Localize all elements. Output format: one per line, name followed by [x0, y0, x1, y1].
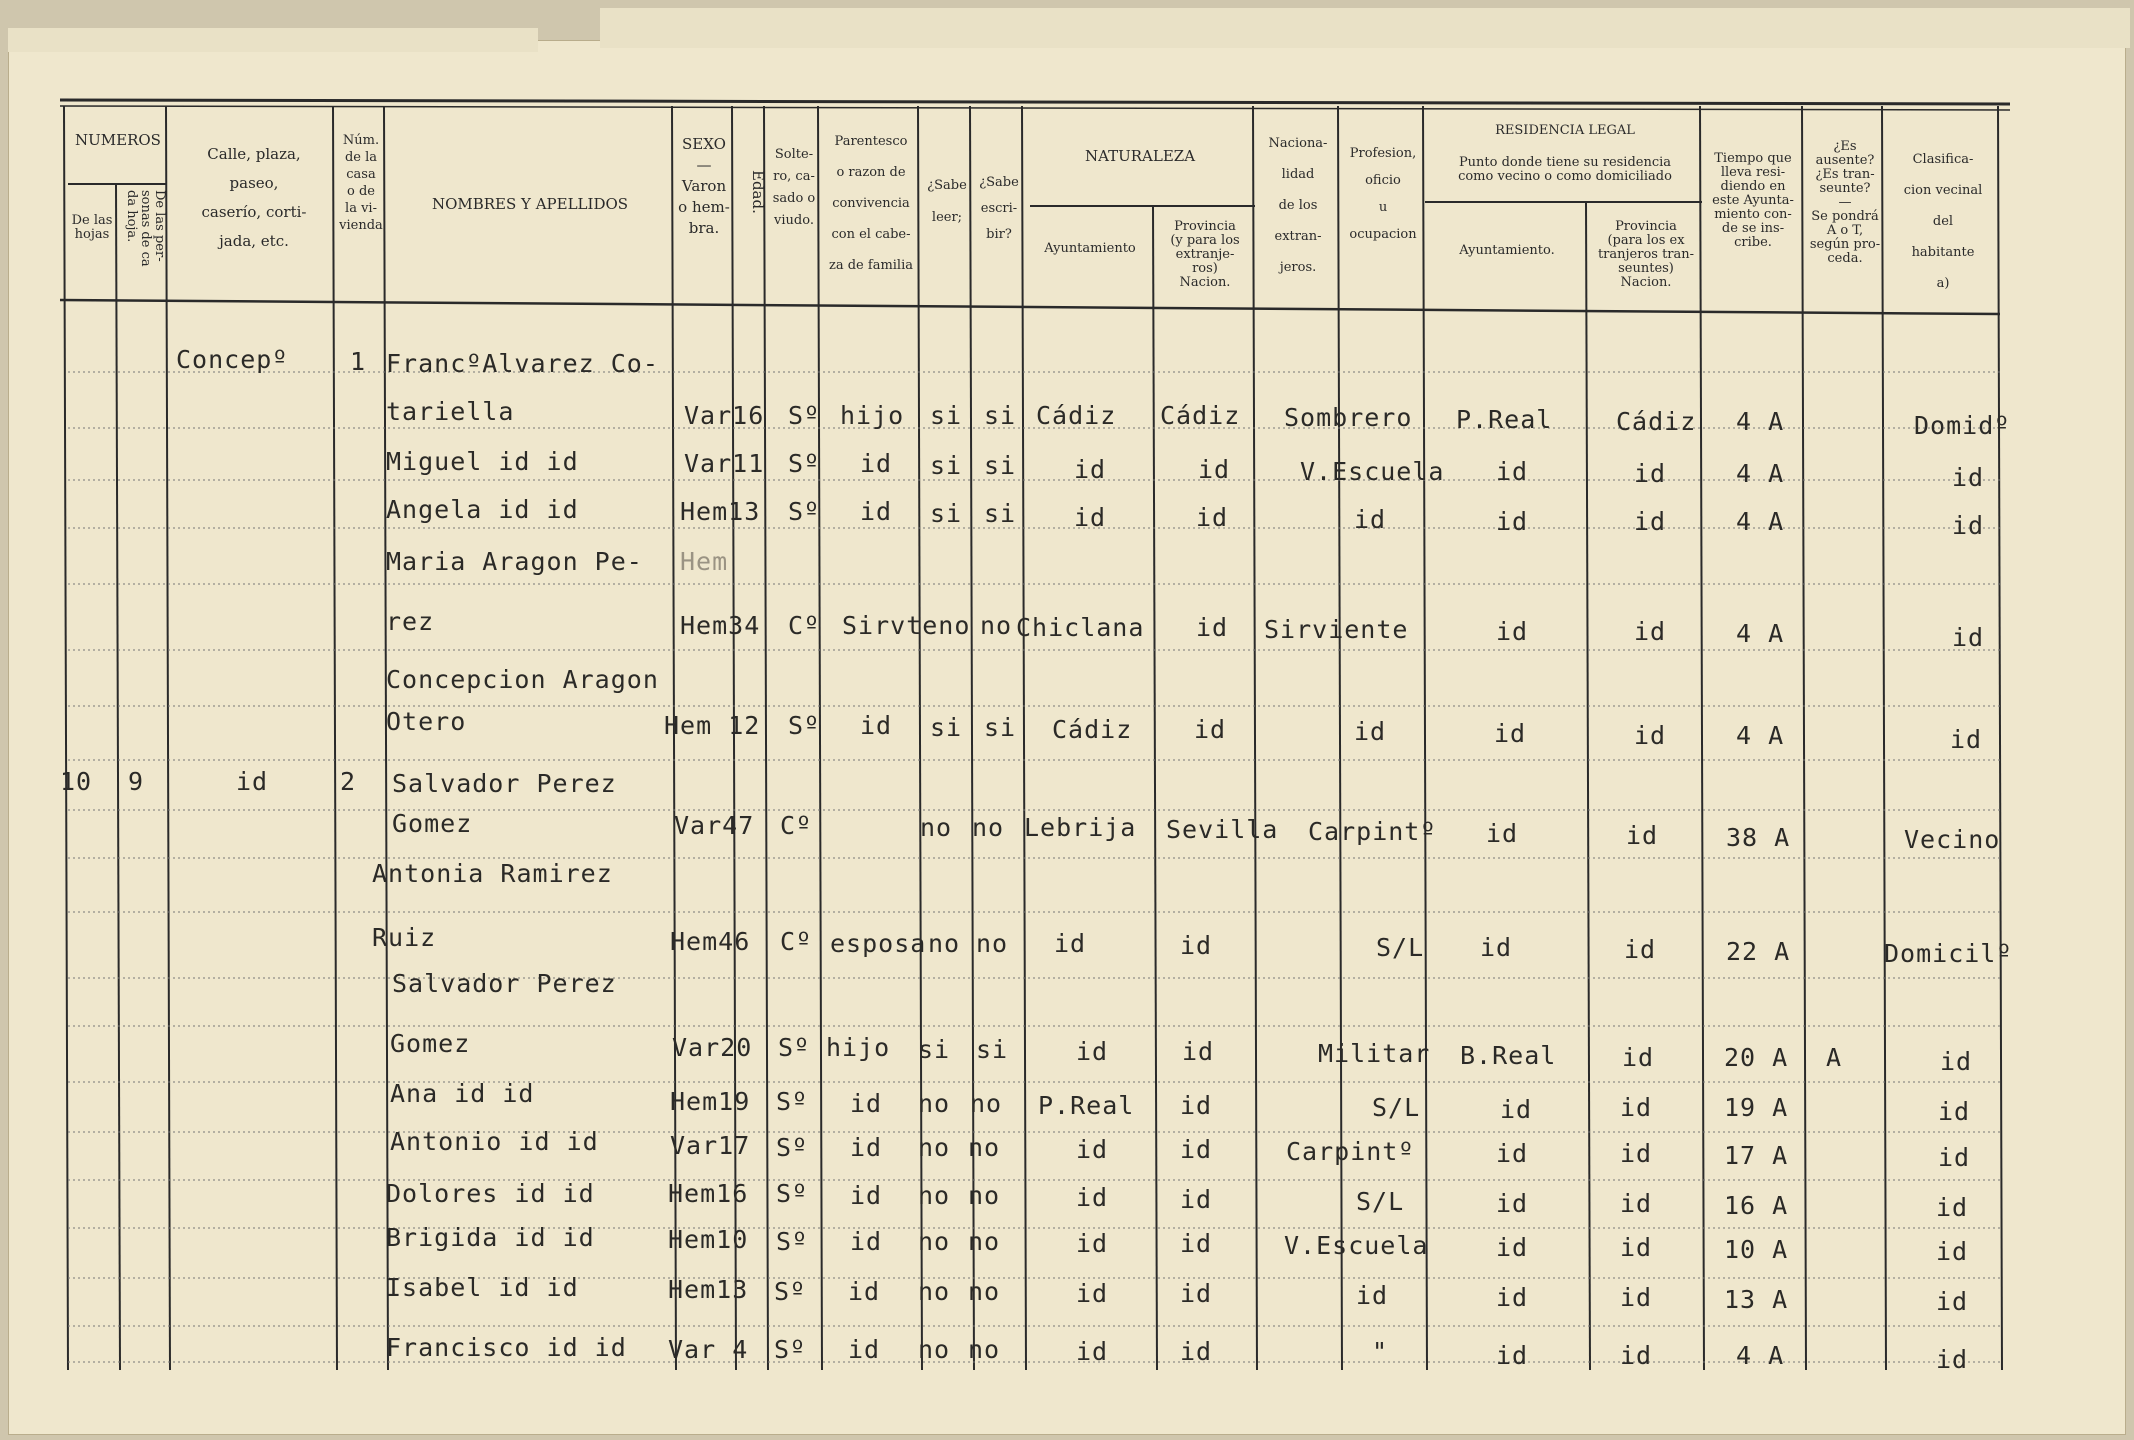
r6-res-ayuntamiento: id: [1486, 819, 1519, 848]
r6-tiempo: 38 A: [1726, 823, 1791, 852]
header-parentesco: Parentesco o razon de convivencia con el cabe- za de familia: [829, 134, 913, 273]
r2-tiempo: 4 A: [1736, 459, 1785, 488]
cell-calle-2: id: [236, 767, 269, 796]
name-9: Ana id id: [390, 1079, 535, 1108]
r13-profesion: id: [1356, 1281, 1389, 1310]
r9-res-provincia: id: [1620, 1093, 1653, 1122]
r1-tiempo: 4 A: [1736, 407, 1785, 436]
name-4-ghost: Hem: [680, 547, 729, 576]
r8-leer: si: [918, 1035, 951, 1064]
header-de-las-hojas: De las hojas: [71, 213, 113, 242]
r4-res-ayuntamiento: id: [1496, 617, 1529, 646]
r2-escribir: si: [984, 451, 1017, 480]
r8-ausente: A: [1826, 1043, 1843, 1072]
name-8b: Gomez: [390, 1029, 471, 1058]
r1-ayuntamiento: Cádiz: [1036, 401, 1117, 430]
r3-profesion: id: [1354, 505, 1387, 534]
r13-sexo: Hem13: [668, 1275, 749, 1304]
r8-estado: Sº: [778, 1033, 811, 1062]
header-profesion: Profesion, oficio u ocupacion: [1349, 146, 1417, 242]
r10-profesion: Carpintº: [1286, 1137, 1415, 1166]
header-ausente: ¿Es ausente? ¿Es tran- seunte? — Se pondrá A o T, según pro- ceda.: [1809, 139, 1881, 266]
r7-parentesco: esposa: [830, 929, 927, 958]
r4-profesion: Sirviente: [1264, 615, 1409, 644]
name-4a: Maria Aragon Pe-: [386, 547, 643, 576]
header-soltero: Solte- ro, ca- sado o viudo.: [772, 147, 816, 228]
name-14: Francisco id id: [386, 1333, 627, 1362]
r6-sexo: Var47: [674, 811, 755, 840]
r10-estado: Sº: [776, 1133, 809, 1162]
r3-escribir: si: [984, 499, 1017, 528]
cell-casa-1: 1: [350, 347, 367, 376]
r5-estado: Sº: [788, 711, 821, 740]
r8-profesion: Militar: [1318, 1039, 1431, 1068]
r1-res-ayuntamiento: P.Real: [1456, 405, 1553, 434]
r4-clasificacion: id: [1952, 623, 1985, 652]
r14-ayuntamiento: id: [1076, 1337, 1109, 1366]
header-nacionalidad: Naciona- lidad de los extran- jeros.: [1268, 136, 1328, 275]
r10-escribir: no: [968, 1133, 1001, 1162]
r2-res-provincia: id: [1634, 459, 1667, 488]
r6-profesion: Carpintº: [1308, 817, 1437, 846]
r14-parentesco: id: [848, 1335, 881, 1364]
r6-res-provincia: id: [1626, 821, 1659, 850]
r3-estado: Sº: [788, 497, 821, 526]
r14-estado: Sº: [774, 1335, 807, 1364]
r8-parentesco: hijo: [826, 1033, 891, 1062]
r1-estado: Sº: [788, 401, 821, 430]
r12-estado: Sº: [776, 1227, 809, 1256]
header-calle: Calle, plaza, paseo, caserío, corti- jada, etc.: [201, 145, 307, 250]
r5-parentesco: id: [860, 711, 893, 740]
r9-escribir: no: [970, 1089, 1003, 1118]
r8-res-ayuntamiento: B.Real: [1460, 1041, 1557, 1070]
r13-res-ayuntamiento: id: [1496, 1283, 1529, 1312]
r4-estado: Cº: [788, 611, 821, 640]
r11-profesion: S/L: [1356, 1187, 1405, 1216]
r1-escribir: si: [984, 401, 1017, 430]
r9-profesion: S/L: [1372, 1093, 1421, 1122]
header-ayuntamiento: Ayuntamiento: [1044, 241, 1136, 256]
r12-provincia: id: [1180, 1229, 1213, 1258]
r2-sexo: Var11: [684, 449, 765, 478]
r5-clasificacion: id: [1950, 725, 1983, 754]
header-sabe-leer: ¿Sabe leer;: [927, 178, 967, 225]
r8-ayuntamiento: id: [1076, 1037, 1109, 1066]
r10-clasificacion: id: [1938, 1143, 1971, 1172]
r12-tiempo: 10 A: [1724, 1235, 1789, 1264]
name-7b: Ruiz: [372, 923, 437, 952]
name-11: Dolores id id: [386, 1179, 595, 1208]
header-tiempo: Tiempo que lleva resi- diendo en este Ayunta- miento con- de se ins- cribe.: [1712, 151, 1794, 250]
r13-res-provincia: id: [1620, 1283, 1653, 1312]
r4-parentesco: Sirvteno: [842, 611, 971, 640]
r3-parentesco: id: [860, 497, 893, 526]
r14-provincia: id: [1180, 1337, 1213, 1366]
r14-leer: no: [918, 1335, 951, 1364]
r12-res-provincia: id: [1620, 1233, 1653, 1262]
r6-leer: no: [920, 813, 953, 842]
cell-personas: 9: [128, 767, 145, 796]
r1-res-provincia: Cádiz: [1616, 407, 1697, 436]
r13-estado: Sº: [774, 1277, 807, 1306]
r7-res-provincia: id: [1624, 935, 1657, 964]
r6-ayuntamiento: Lebrija: [1024, 813, 1137, 842]
name-1a: FrancºAlvarez Co-: [386, 349, 659, 378]
r2-clasificacion: id: [1952, 463, 1985, 492]
r10-res-ayuntamiento: id: [1496, 1139, 1529, 1168]
r11-tiempo: 16 A: [1724, 1191, 1789, 1220]
name-3: Angela id id: [386, 495, 579, 524]
r8-tiempo: 20 A: [1724, 1043, 1789, 1072]
r13-leer: no: [918, 1277, 951, 1306]
header-residencia-legal: RESIDENCIA LEGAL: [1495, 123, 1635, 138]
r7-tiempo: 22 A: [1726, 937, 1791, 966]
r12-leer: no: [918, 1227, 951, 1256]
r12-escribir: no: [968, 1227, 1001, 1256]
r1-sexo: Var16: [684, 401, 765, 430]
r6-estado: Cº: [780, 811, 813, 840]
header-provincia-residencia: Provincia (para los ex tranjeros tran- seuntes) Nacion.: [1597, 219, 1695, 290]
r5-sexo: Hem 12: [664, 711, 761, 740]
r11-estado: Sº: [776, 1179, 809, 1208]
r13-tiempo: 13 A: [1724, 1285, 1789, 1314]
r11-provincia: id: [1180, 1185, 1213, 1214]
r13-ayuntamiento: id: [1076, 1279, 1109, 1308]
r13-escribir: no: [968, 1277, 1001, 1306]
r5-profesion: id: [1354, 717, 1387, 746]
r14-sexo: Var 4: [668, 1335, 749, 1364]
r10-ayuntamiento: id: [1076, 1135, 1109, 1164]
r12-profesion: V.Escuela: [1284, 1231, 1429, 1260]
r1-provincia: Cádiz: [1160, 401, 1241, 430]
r1-leer: si: [930, 401, 963, 430]
header-provincia-naturaleza: Provincia (y para los extranje- ros) Nacion.: [1170, 219, 1240, 290]
r7-escribir: no: [976, 929, 1009, 958]
header-edad: Edad.: [749, 170, 767, 214]
r3-res-ayuntamiento: id: [1496, 507, 1529, 536]
r5-leer: si: [930, 713, 963, 742]
r6-provincia: Sevilla: [1166, 815, 1279, 844]
r2-leer: si: [930, 451, 963, 480]
r10-parentesco: id: [850, 1133, 883, 1162]
r5-escribir: si: [984, 713, 1017, 742]
r9-provincia: id: [1180, 1091, 1213, 1120]
r3-clasificacion: id: [1952, 511, 1985, 540]
header-numeros: NUMEROS: [75, 131, 161, 149]
r10-sexo: Var17: [670, 1131, 751, 1160]
name-13: Isabel id id: [386, 1273, 579, 1302]
r12-clasificacion: id: [1936, 1237, 1969, 1266]
header-num-casa: Núm. de la casa o de la vi- vienda: [339, 133, 383, 233]
name-6b: Gomez: [392, 809, 473, 838]
r9-sexo: Hem19: [670, 1087, 751, 1116]
r3-sexo: Hem13: [680, 497, 761, 526]
r2-estado: Sº: [788, 449, 821, 478]
r8-escribir: si: [976, 1035, 1009, 1064]
r2-ayuntamiento: id: [1074, 455, 1107, 484]
header-punto-donde: Punto donde tiene su residencia como vecino o como domiciliado: [1458, 155, 1672, 184]
r4-sexo: Hem34: [680, 611, 761, 640]
r10-tiempo: 17 A: [1724, 1141, 1789, 1170]
r14-res-provincia: id: [1620, 1341, 1653, 1370]
r14-escribir: no: [968, 1335, 1001, 1364]
name-5b: Otero: [386, 707, 467, 736]
name-12: Brigida id id: [386, 1223, 595, 1252]
r14-tiempo: 4 A: [1736, 1341, 1785, 1370]
r7-ayuntamiento: id: [1054, 929, 1087, 958]
r4-ayuntamiento: Chiclana: [1016, 613, 1145, 642]
r7-clasificacion: Domicilº: [1884, 939, 2013, 968]
r10-leer: no: [918, 1133, 951, 1162]
r3-res-provincia: id: [1634, 507, 1667, 536]
r7-res-ayuntamiento: id: [1480, 933, 1513, 962]
r9-ayuntamiento: P.Real: [1038, 1091, 1135, 1120]
r3-tiempo: 4 A: [1736, 507, 1785, 536]
r11-parentesco: id: [850, 1181, 883, 1210]
r8-res-provincia: id: [1622, 1043, 1655, 1072]
r1-parentesco: hijo: [840, 401, 905, 430]
r11-sexo: Hem16: [668, 1179, 749, 1208]
cell-calle-1: Concepº: [176, 345, 289, 374]
name-6a: Salvador Perez: [392, 769, 617, 798]
r3-ayuntamiento: id: [1074, 503, 1107, 532]
r6-clasificacion: Vecino: [1904, 825, 2001, 854]
r13-provincia: id: [1180, 1279, 1213, 1308]
paper-torn-edge: [600, 8, 2130, 48]
r11-res-provincia: id: [1620, 1189, 1653, 1218]
r4-provincia: id: [1196, 613, 1229, 642]
r1-clasificacion: Domidº: [1914, 411, 2011, 440]
header-naturaleza: NATURALEZA: [1084, 147, 1196, 165]
name-5a: Concepcion Aragon: [386, 665, 659, 694]
r7-leer: no: [928, 929, 961, 958]
r4-res-provincia: id: [1634, 617, 1667, 646]
r11-ayuntamiento: id: [1076, 1183, 1109, 1212]
r11-leer: no: [918, 1181, 951, 1210]
cell-casa-2: 2: [340, 767, 357, 796]
r8-provincia: id: [1182, 1037, 1215, 1066]
r4-tiempo: 4 A: [1736, 619, 1785, 648]
name-2: Miguel id id: [386, 447, 579, 476]
r14-profesion: ": [1372, 1337, 1389, 1366]
header-sexo: SEXO — Varon o hem- bra.: [678, 135, 730, 237]
header-clasificacion: Clasifica- cion vecinal del habitante a): [1903, 152, 1983, 291]
r2-parentesco: id: [860, 449, 893, 478]
r2-provincia: id: [1198, 455, 1231, 484]
r9-tiempo: 19 A: [1724, 1093, 1789, 1122]
r9-res-ayuntamiento: id: [1500, 1095, 1533, 1124]
r10-res-provincia: id: [1620, 1139, 1653, 1168]
r12-sexo: Hem10: [668, 1225, 749, 1254]
r8-sexo: Var20: [672, 1033, 753, 1062]
r9-parentesco: id: [850, 1089, 883, 1118]
r3-provincia: id: [1196, 503, 1229, 532]
name-10: Antonio id id: [390, 1127, 599, 1156]
r8-clasificacion: id: [1940, 1047, 1973, 1076]
r5-res-provincia: id: [1634, 721, 1667, 750]
name-7a: Antonia Ramirez: [372, 859, 613, 888]
r9-leer: no: [918, 1089, 951, 1118]
r10-provincia: id: [1180, 1135, 1213, 1164]
r13-parentesco: id: [848, 1277, 881, 1306]
r3-leer: si: [930, 499, 963, 528]
r14-res-ayuntamiento: id: [1496, 1341, 1529, 1370]
r14-clasificacion: id: [1936, 1345, 1969, 1374]
name-8a: Salvador Perez: [392, 969, 617, 998]
r11-res-ayuntamiento: id: [1496, 1189, 1529, 1218]
header-sabe-escribir: ¿Sabe escri- bir?: [979, 175, 1019, 242]
r1-profesion: Sombrero: [1284, 403, 1413, 432]
r4-leer: no: [980, 611, 1013, 640]
r7-provincia: id: [1180, 931, 1213, 960]
paper-tab: [8, 28, 538, 52]
r9-clasificacion: id: [1938, 1097, 1971, 1126]
r7-estado: Cº: [780, 927, 813, 956]
header-nombres: NOMBRES Y APELLIDOS: [431, 195, 629, 213]
r12-parentesco: id: [850, 1227, 883, 1256]
r9-estado: Sº: [776, 1087, 809, 1116]
r5-res-ayuntamiento: id: [1494, 719, 1527, 748]
r11-clasificacion: id: [1936, 1193, 1969, 1222]
r6-escribir: no: [972, 813, 1005, 842]
r13-clasificacion: id: [1936, 1287, 1969, 1316]
header-de-las-personas: De las per- sonas de ca da hoja.: [124, 190, 167, 267]
r12-res-ayuntamiento: id: [1496, 1233, 1529, 1262]
r12-ayuntamiento: id: [1076, 1229, 1109, 1258]
r7-sexo: Hem46: [670, 927, 751, 956]
r2-res-ayuntamiento: id: [1496, 457, 1529, 486]
cell-hojas: 10: [60, 767, 93, 796]
r2-profesion: V.Escuela: [1300, 457, 1445, 486]
r5-provincia: id: [1194, 715, 1227, 744]
r5-tiempo: 4 A: [1736, 721, 1785, 750]
header-ayuntamiento-residencia: Ayuntamiento.: [1459, 243, 1555, 258]
name-1b: tariella: [386, 397, 515, 426]
name-4b: rez: [386, 607, 435, 636]
r11-escribir: no: [968, 1181, 1001, 1210]
r7-profesion: S/L: [1376, 933, 1425, 962]
r5-ayuntamiento: Cádiz: [1052, 715, 1133, 744]
